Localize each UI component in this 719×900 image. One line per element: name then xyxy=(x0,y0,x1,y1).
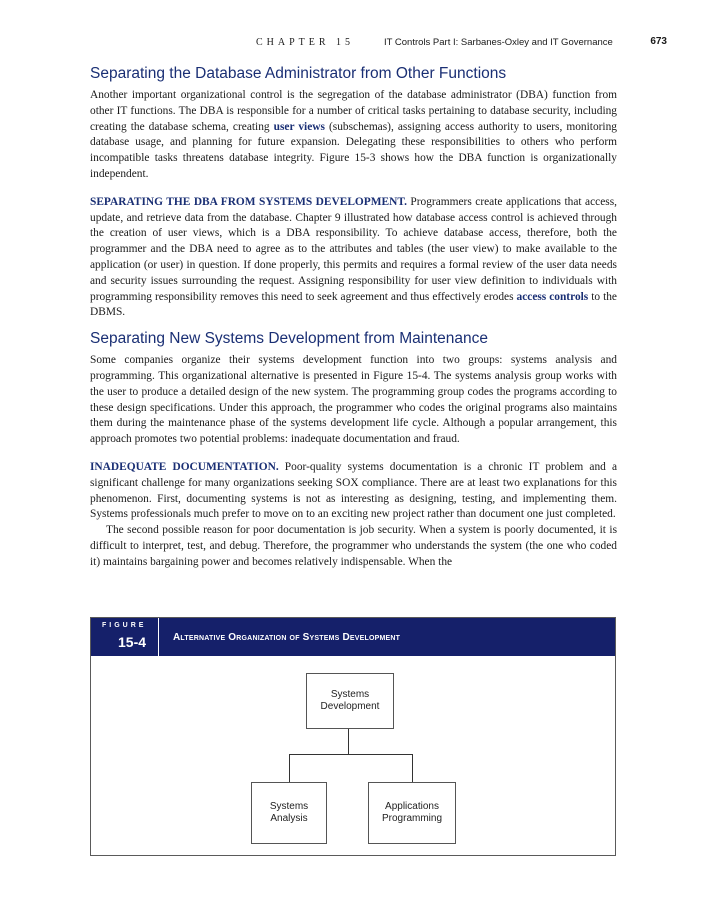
org-box-line: Systems xyxy=(269,801,309,812)
connector-right-drop xyxy=(412,754,413,782)
key-term-access-controls: access controls xyxy=(516,290,589,303)
chapter-title: IT Controls Part I: Sarbanes-Oxley and IT Governance xyxy=(384,37,613,48)
figure-header xyxy=(91,618,615,656)
org-box-systems-development xyxy=(306,673,394,729)
page-number: 673 xyxy=(650,36,667,47)
text-run: to the DBMS. xyxy=(90,290,617,319)
figure-tab xyxy=(91,618,159,656)
paragraph-maintenance-intro: Some companies organize their systems development function into two groups: systems analysis and programming. This organizational alternative is presented in Figure 15-4. The systems analysis group works with the user to produce a detailed design of the new system. The programming group codes the programs according to these design specifications. Under this approach, the programmer who codes the original programs also maintains them during the maintenance phase of the systems development life cycle. Although a popular arrangement, this approach promotes two potential problems: inadequate documentation and fraud. xyxy=(90,354,617,446)
org-box-systems-analysis xyxy=(251,782,327,844)
org-box-applications-programming xyxy=(368,782,456,844)
connector-horizontal xyxy=(289,754,413,755)
run-in-heading-documentation: INADEQUATE DOCUMENTATION. xyxy=(90,460,279,473)
connector-left-drop xyxy=(289,754,290,782)
figure-number: 15-4 xyxy=(118,634,147,650)
text-run: Another important organizational control is the segregation of the database administrator (DBA) function from other IT functions. The DBA is responsible for a number of critical tasks pertaining to database security, including creating the database schema, creating xyxy=(90,89,617,133)
chapter-label: CHAPTER 15 xyxy=(256,37,355,48)
paragraph-dba-development xyxy=(90,195,617,321)
paragraph-job-security: The second possible reason for poor documentation is job security. When a system is poorly documented, it is difficult to interpret, test, and debug. Therefore, the programmer who understands the system (the one who coded it) maintains bargaining power and becomes relatively indispensable. When the xyxy=(90,524,617,568)
org-box-line: Analysis xyxy=(270,813,308,824)
figure-15-4 xyxy=(90,617,616,856)
text-run: (subschemas), assigning access authority to users, monitoring database usage, and planning for future expansion. Delegating these responsibilities to others who perform incompatible tasks threatens database integrity. Figure 15-3 shows how the DBA function is organizationally independent. xyxy=(90,120,617,180)
figure-title: Alternative Organization of Systems Development xyxy=(173,632,401,643)
paragraph-inadequate-documentation xyxy=(90,460,617,523)
figure-label: FIGURE xyxy=(102,622,147,629)
run-in-heading-dba: SEPARATING THE DBA FROM SYSTEMS DEVELOPMENT. xyxy=(90,195,407,208)
page-body xyxy=(90,64,617,571)
connector-vertical-top xyxy=(348,729,349,755)
org-box-line: Development xyxy=(320,701,380,712)
section-heading-dba: Separating the Database Administrator from Other Functions xyxy=(90,65,507,82)
org-box-line: Programming xyxy=(381,813,443,824)
running-head xyxy=(90,36,667,50)
org-box-line: Systems xyxy=(330,689,370,700)
paragraph-dba-intro xyxy=(90,88,617,183)
text-run: Programmers create applications that access, update, and retrieve data from the database. Chapter 9 illustrated how database access control is achieved through the creation of user views, which is a DBA responsibility. To achieve database access, therefore, both the programmer and the DBA need to agree as to the attributes and tables (the user view) to make available to the application (or user) in question. If done properly, this permits and requires a formal review of the user data needs and security issues surrounding the request. Assigning responsibility for user view definition to individuals with programming responsibility removes this need to seek agreement and thus effectively erodes xyxy=(90,195,617,303)
text-run: Poor-quality systems documentation is a chronic IT problem and a significant challenge for many organizations seeking SOX compliance. There are at least two explanations for this phenomenon. First, documenting systems is not as interesting as designing, testing, and implementing them. Systems professionals much prefer to move on to an exciting new project rather than document one just completed. xyxy=(90,460,617,521)
key-term-user-views: user views xyxy=(273,120,325,133)
org-box-line: Applications xyxy=(385,801,439,812)
section-heading-maintenance: Separating New Systems Development from Maintenance xyxy=(90,330,489,348)
